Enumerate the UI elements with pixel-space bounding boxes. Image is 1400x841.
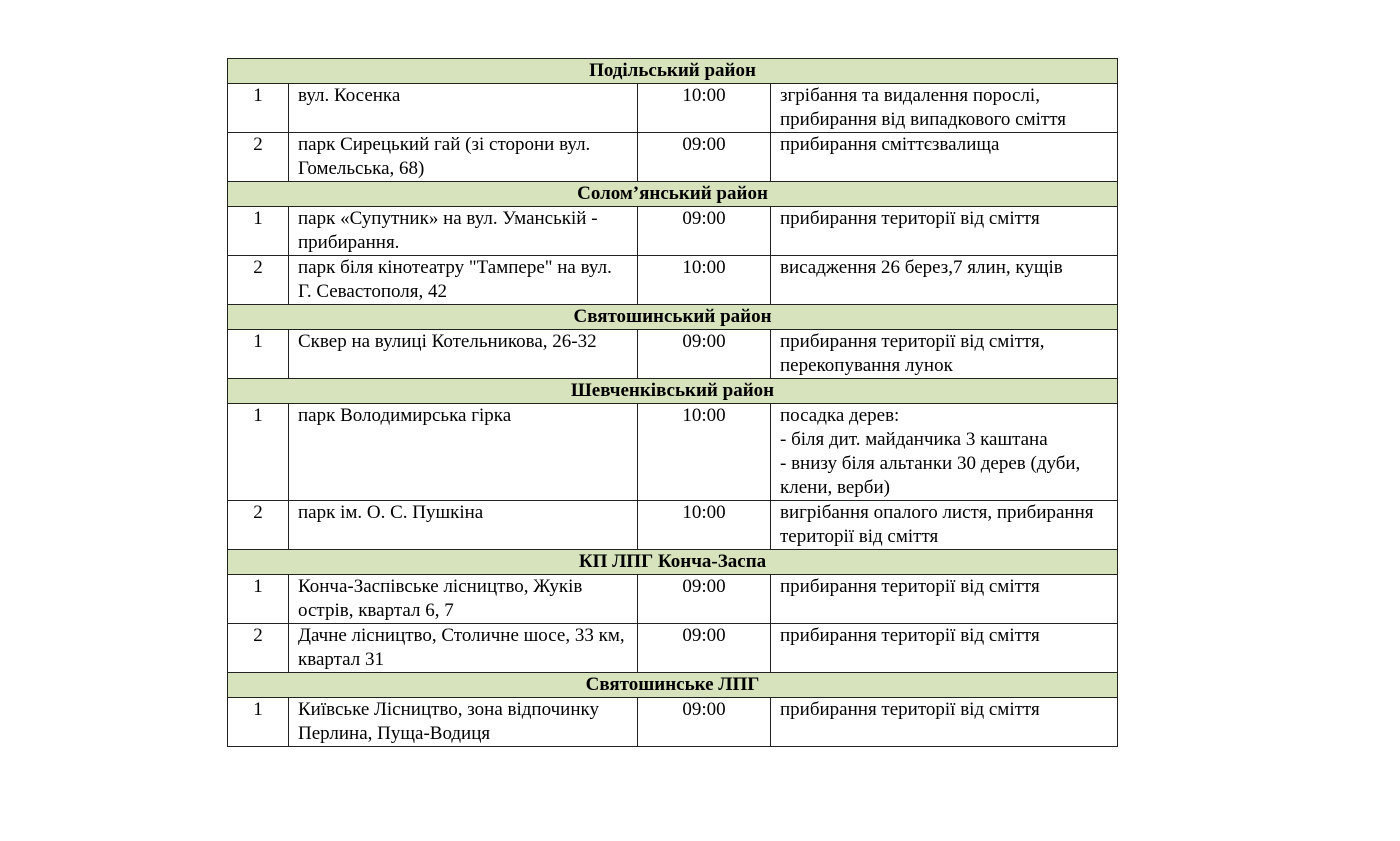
row-time: 09:00	[638, 575, 771, 624]
row-place: Київське Лісництво, зона відпочинку Перлина, Пуща-Водиця	[289, 698, 638, 747]
section-header-row	[228, 182, 1118, 207]
row-place: парк Сирецький гай (зі сторони вул. Гомельська, 68)	[289, 133, 638, 182]
row-number: 2	[228, 624, 289, 673]
row-task: прибирання території від сміття	[771, 698, 1118, 747]
row-place: парк ім. О. С. Пушкіна	[289, 501, 638, 550]
row-time: 10:00	[638, 84, 771, 133]
section-title: Солом’янський район	[228, 182, 1118, 207]
table-row	[228, 256, 1118, 305]
table-row	[228, 698, 1118, 747]
row-time: 09:00	[638, 330, 771, 379]
row-task: згрібання та видалення порослі, прибирання від випадкового сміття	[771, 84, 1118, 133]
section-header-row	[228, 550, 1118, 575]
row-place: парк «Супутник» на вул. Уманській - прибирання.	[289, 207, 638, 256]
row-place: Конча-Заспівське лісництво, Жуків острів, квартал 6, 7	[289, 575, 638, 624]
row-number: 1	[228, 575, 289, 624]
row-number: 2	[228, 133, 289, 182]
section-header-row	[228, 379, 1118, 404]
row-number: 1	[228, 698, 289, 747]
section-title: КП ЛПГ Конча-Заспа	[228, 550, 1118, 575]
row-task: прибирання території від сміття	[771, 575, 1118, 624]
row-place: Дачне лісництво, Столичне шосе, 33 км, квартал 31	[289, 624, 638, 673]
row-time: 10:00	[638, 501, 771, 550]
row-time: 09:00	[638, 133, 771, 182]
row-time: 09:00	[638, 207, 771, 256]
row-task: прибирання сміттєзвалища	[771, 133, 1118, 182]
section-header-row	[228, 673, 1118, 698]
row-number: 1	[228, 404, 289, 501]
row-place: вул. Косенка	[289, 84, 638, 133]
row-number: 2	[228, 501, 289, 550]
table-row	[228, 575, 1118, 624]
row-number: 1	[228, 84, 289, 133]
row-task: вигрібання опалого листя, прибирання території від сміття	[771, 501, 1118, 550]
section-title: Подільський район	[228, 59, 1118, 84]
row-number: 2	[228, 256, 289, 305]
table-row	[228, 84, 1118, 133]
row-task: посадка дерев: - біля дит. майданчика 3 каштана - внизу біля альтанки 30 дерев (дуби, клени, верби)	[771, 404, 1118, 501]
row-time: 10:00	[638, 256, 771, 305]
row-task: прибирання території від сміття	[771, 624, 1118, 673]
row-number: 1	[228, 207, 289, 256]
row-time: 09:00	[638, 698, 771, 747]
row-task: висадження 26 берез,7 ялин, кущів	[771, 256, 1118, 305]
section-header-row	[228, 305, 1118, 330]
row-time: 10:00	[638, 404, 771, 501]
cleanup-schedule-table	[227, 58, 1118, 747]
section-header-row	[228, 59, 1118, 84]
row-number: 1	[228, 330, 289, 379]
row-task: прибирання території від сміття, перекопування лунок	[771, 330, 1118, 379]
section-title: Святошинське ЛПГ	[228, 673, 1118, 698]
table-row	[228, 207, 1118, 256]
row-time: 09:00	[638, 624, 771, 673]
row-task: прибирання території від сміття	[771, 207, 1118, 256]
section-title: Святошинський район	[228, 305, 1118, 330]
table-row	[228, 330, 1118, 379]
table-row	[228, 133, 1118, 182]
table-row	[228, 404, 1118, 501]
table-row	[228, 624, 1118, 673]
row-place: парк біля кінотеатру "Тампере" на вул. Г. Севастополя, 42	[289, 256, 638, 305]
table-row	[228, 501, 1118, 550]
row-place: Сквер на вулиці Котельникова, 26-32	[289, 330, 638, 379]
row-place: парк Володимирська гірка	[289, 404, 638, 501]
section-title: Шевченківський район	[228, 379, 1118, 404]
